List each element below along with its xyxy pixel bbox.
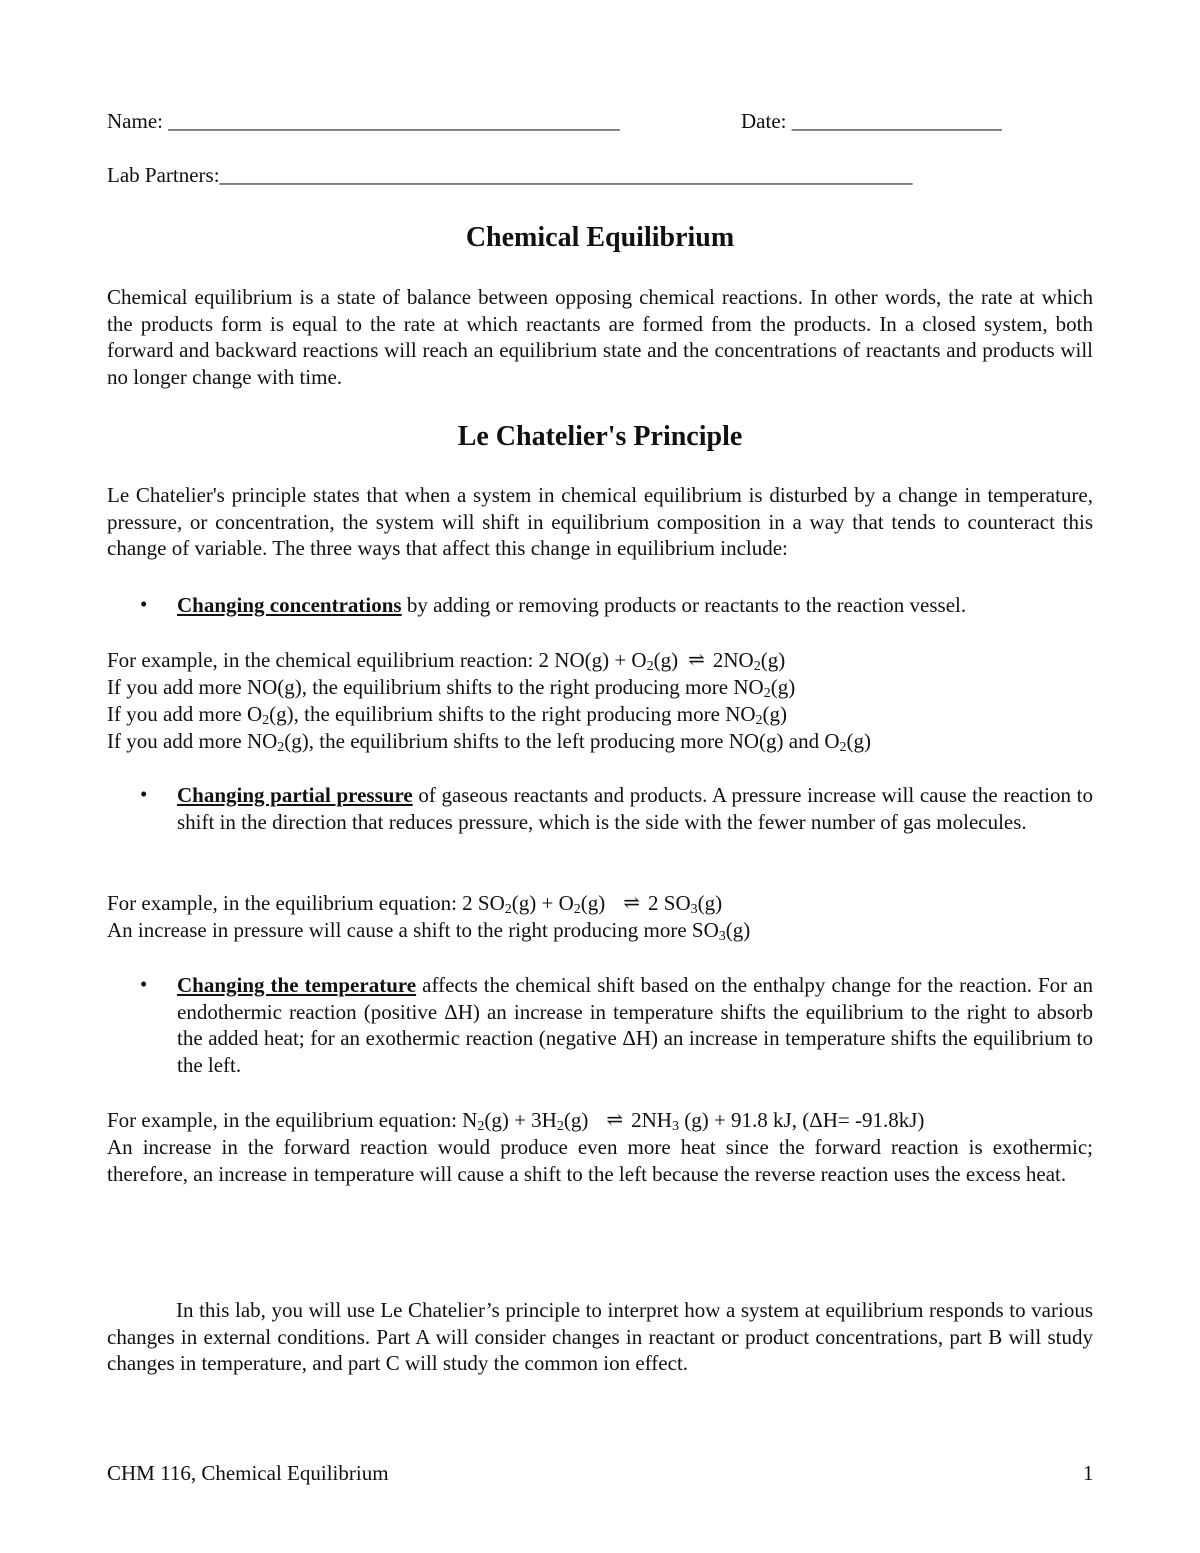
bullet-rest: by adding or removing products or reactants to the reaction vessel. xyxy=(401,593,967,617)
section-title-le-chatelier: Le Chatelier's Principle xyxy=(457,421,743,452)
equilibrium-arrow-icon: ⇌ xyxy=(688,649,705,671)
bullet-rest: affects the chemical shift based on the enthalpy change for the reaction. For an endothermic reaction (positive ΔH) an increase in temperature shifts the equilibrium to the right to absorb the added heat; for an exothermic reaction (negative ΔH) an increase in temperature shifts the equilibrium to the left. xyxy=(177,973,1094,1077)
lab-overview-paragraph: In this lab, you will use Le Chatelier’s principle to interpret how a system at equilibrium responds to various changes in external conditions. Part A will consider changes in reactant or product concentrations, part B will study changes in temperature, and part C will study the common ion effect. xyxy=(107,1298,1093,1376)
le-chatelier-intro-paragraph: Le Chatelier's principle states that when a system in chemical equilibrium is disturbed by a change in temperature, pressure, or concentration, the system will shift in equilibrium composition in a way that tends to counteract this change of variable. The three ways that affect this change in equilibrium include: xyxy=(107,483,1093,561)
concentration-example-line: For example, in the chemical equilibrium reaction: 2 $NO(g) + O_2(g)$ ⇌ $2NO_2(g)$ xyxy=(107,648,786,674)
chemical-equilibrium-paragraph: Chemical equilibrium is a state of balance between opposing chemical reactions. In other words, the rate at which the products form is equal to the rate at which reactants are formed from the products. In a closed system, both forward and backward reactions will reach an equilibrium state and the concentrations of reactants and products will no longer change with time. xyxy=(107,285,1093,389)
bullet-text xyxy=(177,972,1093,1078)
bullet-lead: Changing the temperature xyxy=(177,973,417,997)
concentration-example-line: If you add more $NO_2(g)$, the equilibrium shifts to the left producing more NO(g) and $O_2(g)$ xyxy=(107,729,872,755)
date-field-label: Date: ____________________ xyxy=(741,109,1002,133)
temperature-example-line: For example, in the equilibrium equation: $N_2(g) + 3H_2(g)$ ⇌ $2NH_3$ (g) + 91.8 kJ, (ΔH= -91.8kJ) xyxy=(107,1108,925,1134)
lab-partners-field-label: Lab Partners:__________________________________________________________________ xyxy=(107,163,913,187)
bullet-rest: of gaseous reactants and products. A pressure increase will cause the reaction to shift in the direction that reduces pressure, which is the side with the fewer number of gas molecules. xyxy=(177,783,1093,834)
section-title-chemical-equilibrium: Chemical Equilibrium xyxy=(465,222,735,253)
concentration-example-line: If you add more NO(g), the equilibrium shifts to the right producing more $NO_2(g)$ xyxy=(107,675,796,701)
footer-page-number: 1 xyxy=(1083,1461,1094,1485)
temperature-explanation-paragraph: An increase in the forward reaction would produce even more heat since the forward reaction is exothermic; therefore, an increase in temperature will cause a shift to the left because the reverse reaction uses the excess heat. xyxy=(107,1135,1093,1186)
equilibrium-arrow-icon: ⇌ xyxy=(623,892,641,914)
footer-course-title: CHM 116, Chemical Equilibrium xyxy=(107,1461,389,1485)
name-field-label: Name: ___________________________________________ xyxy=(107,109,620,133)
bullet-text xyxy=(177,592,1093,619)
pressure-example-line: An increase in pressure will cause a shift to the right producing more $SO_3(g)$ xyxy=(107,918,751,944)
equilibrium-arrow-icon: ⇌ xyxy=(606,1109,624,1131)
pressure-example-line: For example, in the equilibrium equation: 2 $SO_2(g) + O_2(g)$ ⇌ 2 $SO_3(g)$ xyxy=(107,891,723,917)
concentration-example-line: If you add more $O_2(g)$, the equilibrium shifts to the right producing more $NO_2(g)$ xyxy=(107,702,788,728)
bullet-lead: Changing partial pressure xyxy=(177,783,413,807)
bullet-text xyxy=(177,782,1093,835)
bullet-icon: • xyxy=(140,972,148,996)
bullet-icon: • xyxy=(140,592,148,616)
bullet-lead: Changing concentrations xyxy=(177,593,402,617)
bullet-icon: • xyxy=(140,782,148,806)
